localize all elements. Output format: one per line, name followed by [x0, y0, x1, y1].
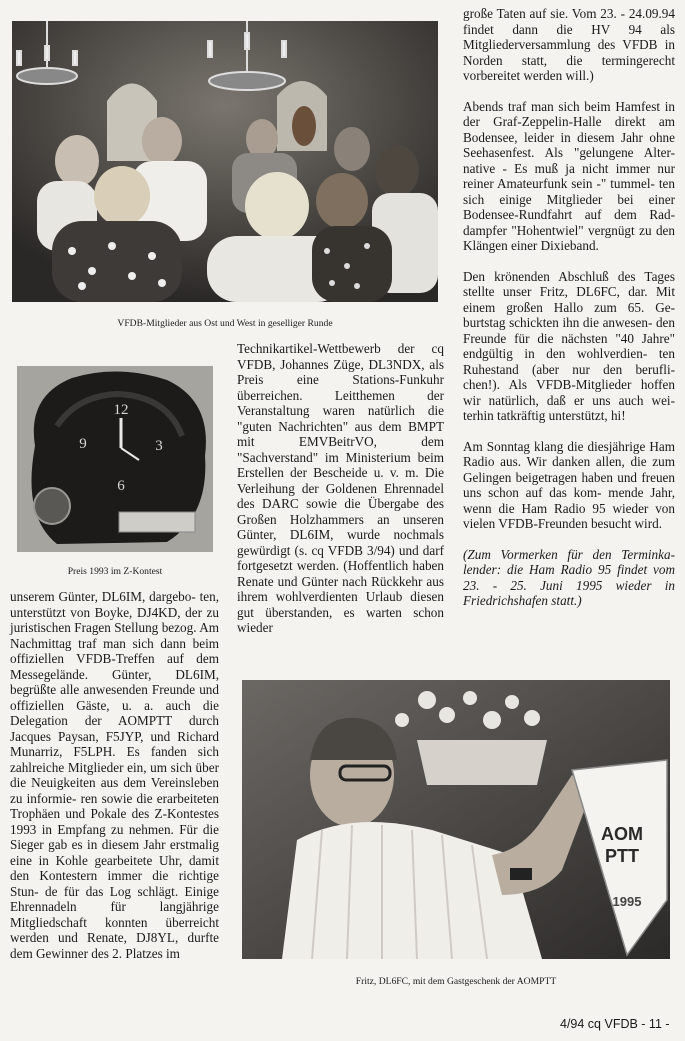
clock-number-3: 3	[155, 438, 163, 454]
page-footer: 4/94 cq VFDB - 11 -	[560, 1017, 670, 1031]
watch-icon	[510, 868, 532, 880]
paragraph: große Taten auf sie. Vom 23. - 24.09.94 findet dann die HV 94 als Mitgliederversammlung des VFDB in Norden statt, die termingerecht vorbereitet werden will.)	[463, 6, 675, 83]
pennant-text: PTT	[605, 846, 639, 866]
clock-number-6: 6	[117, 478, 125, 494]
pennant-text: AOM	[601, 824, 643, 844]
column-middle-text: Technikartikel-Wettbewerb der cq VFDB, Johannes Züge, DL3NDX, als Preis eine Stations-Funkuhr überreichen. Leitthemen der Veranstaltung waren natürlich die "guten Nachrichten" aus dem BMPT mit EMVBeitrVO, dem "Sachverstand" im Ministerium beim Erstellen der Bescheide u. v. m. Die Verleihung der Goldenen Ehrennadel des DARC sowie die Übergabe des Großen Holzhammers an unseren Günter, DL6IM, wurde nochmals gewürdigt (s. cq VFDB 3/94) und darf fortgesetzt werden. (Hoffentlich haben Renate und Günter nach Rückkehr aus ihrem wohlverdienten Urlaub diesen gut überstanden, es warten schon wieder	[237, 341, 444, 635]
name-plate	[119, 512, 195, 532]
column-right-text	[463, 6, 675, 609]
clock-number-12: 12	[113, 402, 129, 418]
fritz-pennant-image	[242, 680, 670, 959]
paragraph: Den krönenden Abschluß des Tages stellte unser Fritz, DL6FC, dar. Mit einem großen Hallo zum 65. Ge- burtstag schickten ihn die anwesen- den Freunde für die nächsten "40 Jahre" endgültig in den wohlverdien- ten Ruhestand (aber nur den berufli- chen!). Als VFDB-Mitglieder hoffen wir natürlich, daß er uns auch wei- terhin tatkräftig unterstützt, hi!	[463, 268, 675, 423]
caption-bottom-photo: Fritz, DL6FC, mit dem Gastgeschenk der AOMPTT	[355, 976, 557, 987]
prize-clock-image	[17, 366, 213, 552]
caption-clock-photo: Preis 1993 im Z-Kontest	[67, 566, 163, 577]
members-gathering-image	[12, 21, 438, 302]
emblem-icon	[34, 488, 70, 524]
paragraph: Am Sonntag klang die diesjährige Ham Radio aus. Wir danken allen, die zum Gelingen beigetragen haben und freuen uns schon auf das kom- mende Jahr, wenn die Ham Radio 95 wieder von vielen VFDB-Freunden besucht wird.	[463, 438, 675, 531]
pennant-text: 1995	[612, 894, 642, 909]
clock-number-9: 9	[79, 436, 87, 452]
photo-fritz-pennant	[242, 680, 670, 959]
caption-top-photo: VFDB-Mitglieder aus Ost und West in geselliger Runde	[117, 318, 333, 329]
column-left-text: unserem Günter, DL6IM, dargebo- ten, unterstützt von Boyke, DJ4KD, der zu juristischen Fragen Stellung bezog. Am Nachmittag traf man sich dann beim offiziellen VFDB-Treffen auf dem Messegelände. Günter, DL6IM, begrüßte alle anwesenden Freunde und offiziellen Gäste, u. a. auch die Delegation der AOMPTT durch Jacques Paysan, F5JYP, und Richard Munarriz, F5LPH. Es fanden sich zahlreiche Mitglieder ein, um sich über die Neuigkeiten aus dem Vereinsleben zu informie- ren sowie die erarbeiteten Trophäen und Pokale des Z-Kontestes 1993 in Empfang zu nehmen. Für die Sieger gab es in diesem Jahr erstmalig eine in Kohle gearbeitete Uhr, damit den Kontestern immer die richtige Stun- de für das Log schlägt. Einige Ehrennadeln für langjährige Mitgliedschaft konnten überreicht werden und Renate, DJ8YL, durfte dem Gewinner des 2. Platzes im	[10, 589, 219, 961]
photo-prize-clock	[17, 366, 213, 552]
paragraph: Abends traf man sich beim Hamfest in der Graf-Zeppelin-Halle direkt am Bodensee, leider in diesem Jahr ohne Seehasenfest. Als "gelungene Alter- native - Es muß ja nicht immer nur reiner Amateurfunk sein -" tummel- ten sich einige Mitglieder bei einer Bodensee-Rundfahrt auf dem Rad- dampfer "Hohentwiel" vergnügt zu den Klängen einer Dixieband.	[463, 98, 675, 253]
note-paragraph: (Zum Vormerken für den Terminka- lender: die Ham Radio 95 findet vom 23. - 25. Juni 1995 wieder in Friedrichshafen statt.)	[463, 546, 675, 608]
photo-members-gathering	[12, 21, 438, 302]
